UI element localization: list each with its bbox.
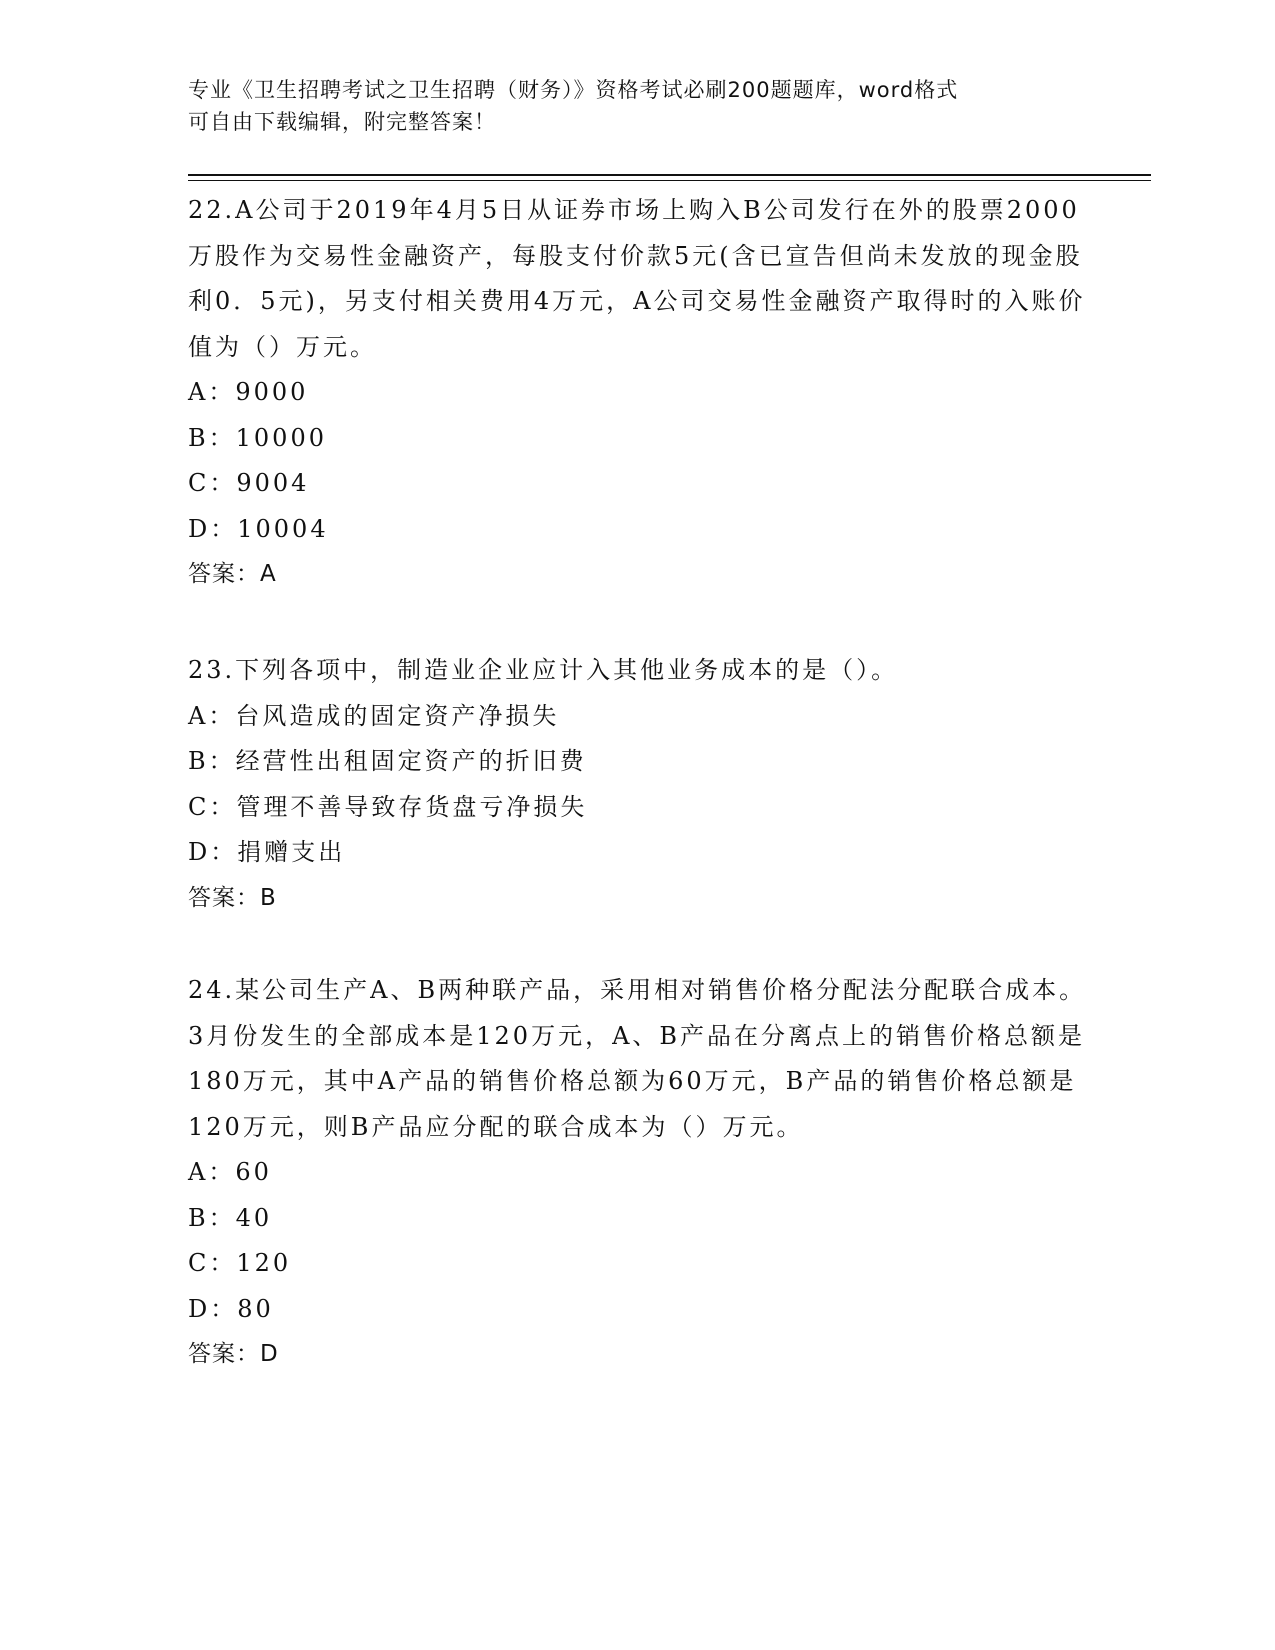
option-a: A：9000 <box>188 378 309 406</box>
header-divider-thick <box>188 174 1151 176</box>
question-24 <box>188 968 1088 1378</box>
header-line-1: 专业《卫生招聘考试之卫生招聘（财务）》资格考试必刷200题题库，word格式 <box>188 78 959 102</box>
question-stem: 23.下列各项中，制造业企业应计入其他业务成本的是（）。 <box>188 656 899 684</box>
option-d: D：捐赠支出 <box>188 838 346 866</box>
option-c: C：管理不善导致存货盘亏净损失 <box>188 792 588 821</box>
question-22 <box>188 188 1088 598</box>
option-c: C：120 <box>188 1249 292 1277</box>
option-b: B：10000 <box>188 423 327 452</box>
option-b: B：40 <box>188 1203 273 1232</box>
question-stem: 22.A公司于2019年4月5日从证券市场上购入B公司发行在外的股票2000万股作为交易性金融资产，每股支付价款5元(含已宣告但尚未发放的现金股利0．5元)，另支付相关费用4万元，A公司交易性金融资产取得时的入账价值为（）万元。 <box>188 196 1086 361</box>
header-line-2: 可自由下载编辑，附完整答案！ <box>188 110 496 134</box>
header-divider-thin <box>188 180 1151 181</box>
option-a: A：台风造成的固定资产净损失 <box>188 701 560 730</box>
question-23 <box>188 648 1088 921</box>
option-d: D：80 <box>188 1294 274 1323</box>
option-a: A：60 <box>188 1158 272 1186</box>
option-d: D：10004 <box>188 514 329 543</box>
answer-line: 答案：B <box>188 884 277 911</box>
question-stem: 24.某公司生产A、B两种联产品，采用相对销售价格分配法分配联合成本。3月份发生的全部成本是120万元，A、B产品在分离点上的销售价格总额是180万元，其中A产品的销售价格总额为60万元，B产品的销售价格总额是120万元，则B产品应分配的联合成本为（）万元。 <box>188 976 1087 1141</box>
document-header <box>188 74 1088 138</box>
answer-line: 答案：D <box>188 1341 279 1367</box>
option-b: B：经营性出租固定资产的折旧费 <box>188 747 587 775</box>
answer-line: 答案：A <box>188 561 277 587</box>
option-c: C：9004 <box>188 469 310 497</box>
